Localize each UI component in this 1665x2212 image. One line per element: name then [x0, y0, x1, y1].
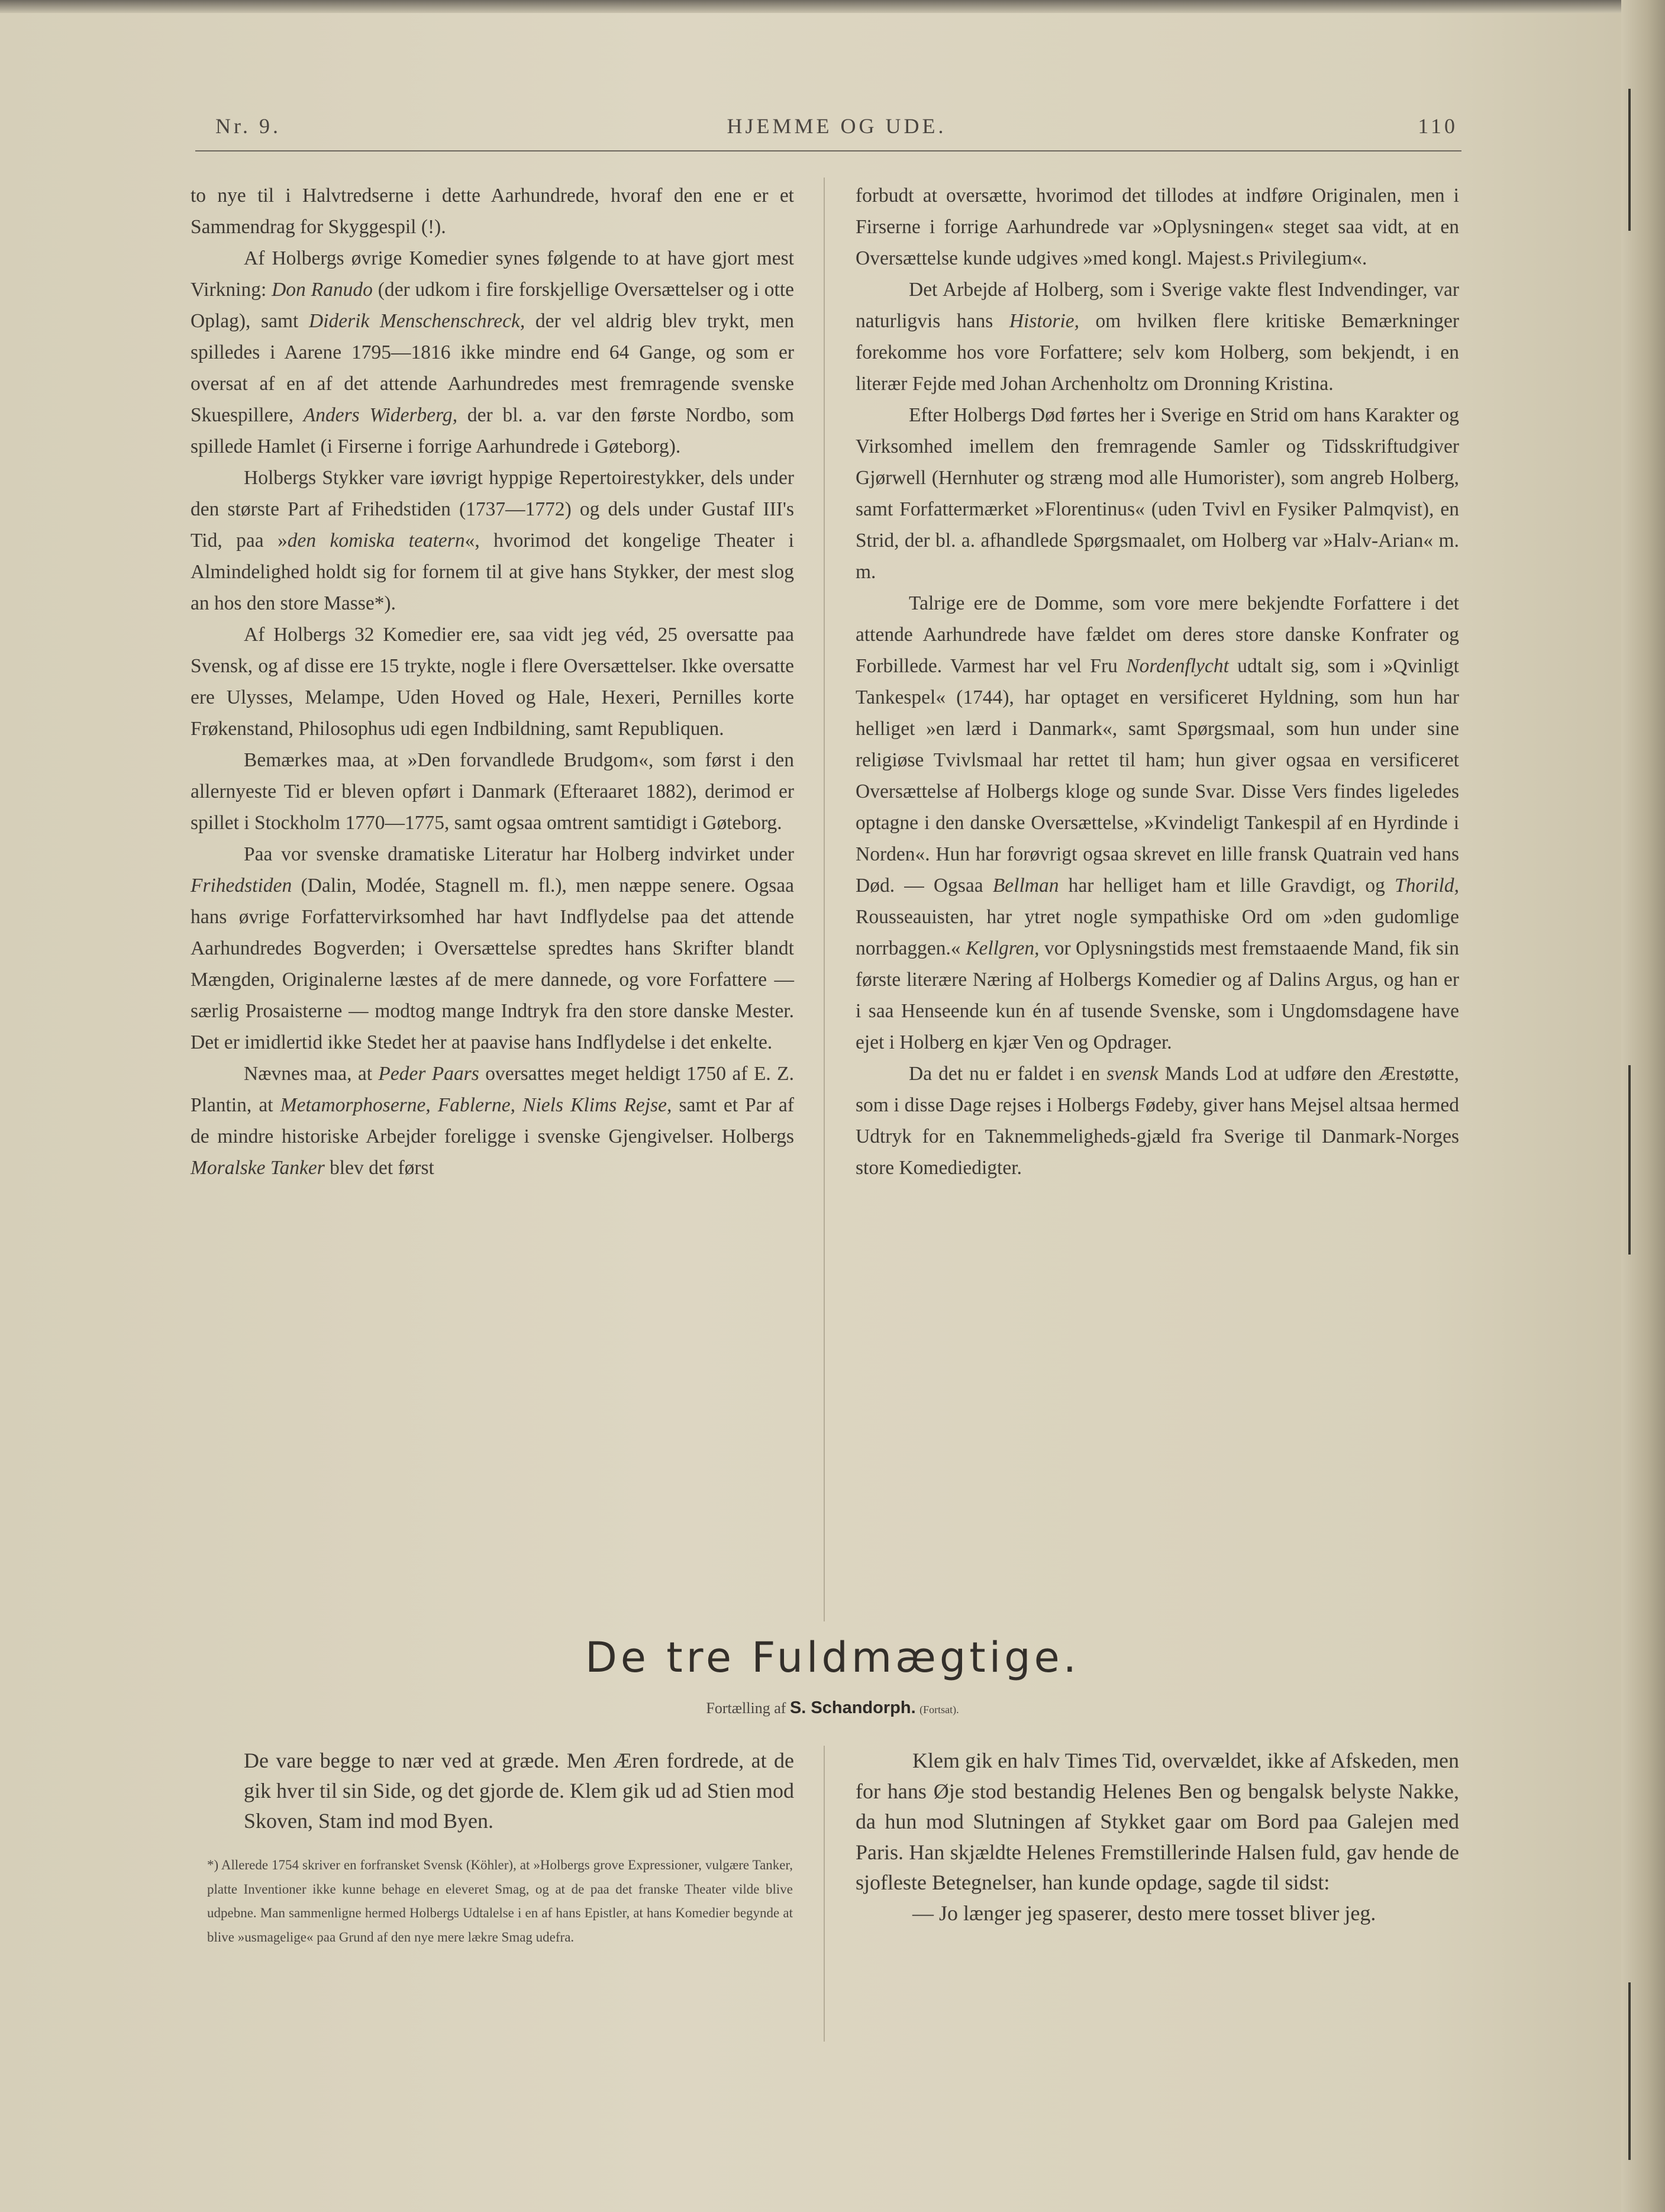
paragraph	[856, 588, 1459, 1058]
italic-text: Frihedstiden	[191, 875, 292, 897]
text-run: Efter Holbergs Død førtes her i Sverige en Strid om hans Karakter og Virksomhed imellem den fremragende Samler og Tidsskriftudgiver Gjørwell (Hernhuter og stræng mod alle Humorister), som angreb Holberg, samt Forfattermærket »Florentinus« (uden Tvivl en Fysiker Palmqvist), en Strid, der bl. a. afhandlede Spørgsmaalet, om Holberg var »Halv-Arian« m. m.	[856, 404, 1459, 583]
text-run: der bl. a. var den første Nordbo, som spillede Hamlet (i Firserne i forrige Aarhundrede i Gøteborg).	[191, 404, 795, 457]
italic-text: den komiska teatern	[287, 530, 465, 552]
italic-text: svensk	[1106, 1063, 1159, 1085]
italic-text: Don Ranudo	[272, 279, 373, 301]
text-run: vor Oplysningstids mest fremstaaende Mand, fik sin første literære Næring af Holbergs Komedier og af Dalins Argus, og han er i saa Henseende kun én af tusende Svenske, som i Ungdomsdagene have ejet i Holberg en kjær Ven og Opdrager.	[856, 937, 1459, 1053]
italic-text: Diderik Menschenschreck,	[309, 310, 525, 332]
story-author: S. Schandorph.	[789, 1698, 916, 1717]
column-divider	[824, 178, 825, 1621]
paragraph	[191, 619, 794, 744]
paragraph	[856, 180, 1459, 274]
text-run: «, hvorimod det kongelige Theater i Almindelighed holdt sig for fornem til at give hans Stykker, der mest slog an hos den store Masse*).	[191, 530, 794, 614]
italic-text: Nordenflycht	[1126, 655, 1229, 677]
article-column-right	[856, 180, 1459, 1184]
text-run: samt et Par af de mindre historiske Arbejder foreligge i svenske Gjengivelser. Holbergs	[191, 1094, 794, 1147]
binding-mark	[1628, 1982, 1631, 2160]
text-run: *) Allerede 1754 skriver en forfransket Svensk (Köhler), at »Holbergs grove Expressioner, vulgære Tanker, platte Inventioner ikke kunne behage en eleveret Smag, og at de paa det franske Theater vilde blive udpebne. Man sammenligne hermed Holbergs Udtalelse i en af hans Epistler, at hans Komedier begynde at blive »usmagelige« paa Grund af den nye mere lækre Smag udefra.	[207, 1858, 793, 1945]
italic-text: Peder Paars	[378, 1063, 479, 1085]
column-divider	[824, 1746, 825, 2042]
story-column-right	[856, 1746, 1459, 1929]
italic-text: Moralske Tanker	[191, 1157, 325, 1179]
text-run: Af Holbergs øvrige Komedier synes følgende to at have gjort mest Virkning:	[191, 247, 794, 301]
running-head	[215, 114, 1458, 147]
header-rule	[195, 150, 1461, 151]
paragraph	[191, 243, 794, 462]
text-run: Klem gik en halv Times Tid, overvældet, ikke af Afskeden, men for hans Øje stod bestandig Helenes Ben og bengalsk belyste Nakke, da hun mod Slutningen af Stykket gaar om Bord paa Galejen med Paris. Han skjældte Helenes Fremstillerinde Halsen fuld, gav hende de sjofleste Betegnelser, han kunde opdage, sagde til sidst:	[856, 1749, 1459, 1894]
text-run: forbudt at oversætte, hvorimod det tillodes at indføre Originalen, men i Firserne i forrige Aarhundrede var »Oplysningen« steget saa vidt, at en Oversættelse kunde udgives »med kongl. Majest.s Privilegium«.	[856, 185, 1459, 269]
italic-text: Bellman	[992, 875, 1059, 897]
text-run: Da det nu er faldet i en	[909, 1063, 1107, 1085]
continued-note: (Fortsat).	[919, 1704, 959, 1716]
story-byline	[0, 1698, 1665, 1718]
text-run: Paa vor svenske dramatiske Literatur har Holberg indvirket under	[244, 843, 794, 865]
text-run: — Jo længer jeg spaserer, desto mere tosset bliver jeg.	[912, 1901, 1376, 1925]
text-run: Talrige ere de Domme, som vore mere bekjendte Forfattere i det attende Aarhundrede have fældet om deres store danske Konfrater og Forbillede. Varmest har vel Fru	[856, 592, 1459, 677]
text-run: (der udkom i fire forskjellige Oversættelser og i otte Oplag), samt	[191, 279, 795, 332]
text-run: blev det først	[324, 1157, 434, 1179]
text-run: Rousseauisten, har ytret nogle sympathiske Ord om »den gudomlige norrbaggen.«	[856, 906, 1459, 959]
text-run: Bemærkes maa, at »Den forvandlede Brudgom«, som først i den allernyeste Tid er bleven opført i Danmark (Efteraaret 1882), derimod er spillet i Stockholm 1770—1775, samt ogsaa omtrent samtidigt i Gøteborg.	[191, 749, 794, 834]
text-run: udtalt sig, som i »Qvinligt Tankespel« (1744), har optaget en versificeret Hyldning, som hun har helliget »en lærd i Danmark«, samt Spørgsmaal, som hun under sine religiøse Tvivlsmaal har rettet til ham; hun giver ogsaa en versificeret Oversættelse af Holbergs kloge og sunde Svar. Disse Vers findes ligeledes optagne i den danske Oversættelse, »Kvindeligt Tankespil af en Hyrdinde i Norden«. Hun har forøvrigt ogsaa skrevet en lille fransk Quatrain ved hans Død. — Ogsaa	[856, 655, 1459, 897]
paragraph	[856, 1058, 1459, 1184]
italic-text: Kellgren,	[966, 937, 1040, 959]
article-column-left	[191, 180, 794, 1184]
publication-title: HJEMME OG UDE.	[727, 114, 947, 138]
paragraph	[856, 399, 1459, 588]
text-run: Nævnes maa, at	[244, 1063, 379, 1085]
italic-text: Historie,	[1009, 310, 1079, 332]
paragraph	[207, 1853, 793, 1949]
page-number: 110	[1418, 114, 1458, 138]
paragraph	[191, 462, 794, 619]
footnote	[207, 1853, 793, 1949]
text-run: der vel aldrig blev trykt, men spilledes i Aarene 1795—1816 ikke mindre end 64 Gange, og som er oversat af en af det attende Aarhundredes mest fremragende svenske Skuespillere,	[191, 310, 795, 426]
page-top-edge	[0, 0, 1665, 13]
text-run: Af Holbergs 32 Komedier ere, saa vidt jeg véd, 25 oversatte paa Svensk, og af disse ere 15 trykte, nogle i flere Oversættelser. Ikke oversatte ere Ulysses, Melampe, Uden Hoved og Hale, Hexeri, Pernilles korte Frøkenstand, Philosophus udi egen Indbildning, samt Republiquen.	[191, 624, 794, 740]
italic-text: Metamorphoserne, Fablerne, Niels Klims Rejse,	[280, 1094, 672, 1116]
text-run: har helliget ham et lille Gravdigt, og	[1059, 875, 1395, 897]
text-run: om hvilken flere kritiske Bemærkninger forekomme hos vore Forfattere; selv kom Holberg, som bekjendt, i en literær Fejde med Johan Archenholtz om Dronning Kristina.	[856, 310, 1460, 395]
binding-mark	[1628, 89, 1631, 231]
text-run: oversattes meget heldigt 1750 af E. Z. Plantin, at	[191, 1063, 794, 1116]
text-run: Holbergs Stykker vare iøvrigt hyppige Repertoirestykker, dels under den største Part af Frihedstiden (1737—1772) og dels under Gustaf III's Tid, paa »	[191, 467, 794, 552]
text-run: Det Arbejde af Holberg, som i Sverige vakte flest Indvendinger, var naturligvis hans	[856, 279, 1459, 332]
text-run: (Dalin, Modée, Stagnell m. fl.), men næppe senere. Ogsaa hans øvrige Forfattervirksomhed har havt Indflydelse paa det attende Aarhundredes Bogverden; i Oversættelse spredtes hans Skrifter blandt Mængden, Originalerne læstes af de mere dannede, og vore Forfattere — særlig Prosaisterne — modtog mange Indtryk fra den store danske Mester. Det er imidlertid ikke Stedet her at paavise hans Indflydelse i det enkelte.	[191, 875, 794, 1053]
paragraph	[856, 274, 1459, 399]
italic-text: Thorild,	[1395, 875, 1459, 897]
story-column-left	[244, 1746, 794, 1836]
byline-prefix: Fortælling af	[706, 1700, 786, 1717]
story-title: De tre Fuldmægtige.	[585, 1633, 1080, 1682]
paragraph	[191, 839, 794, 1058]
text-run: De vare begge to nær ved at græde. Men Æren fordrede, at de gik hver til sin Side, og det gjorde de. Klem gik ud ad Stien mod Skoven, Stam ind mod Byen.	[244, 1749, 794, 1833]
paragraph	[244, 1746, 794, 1836]
paragraph	[191, 1058, 794, 1184]
issue-number: Nr. 9.	[215, 114, 281, 138]
binding-mark	[1628, 1065, 1631, 1255]
text-run: Mands Lod at udføre den Ærestøtte, som i disse Dage rejses i Holbergs Fødeby, giver hans Mejsel altsaa hermed Udtryk for en Taknemmeligheds-gjæld fra Sverige til Danmark-Norges store Komediedigter.	[856, 1063, 1459, 1179]
paragraph	[856, 1746, 1459, 1898]
paragraph	[191, 180, 794, 243]
paragraph	[856, 1898, 1459, 1929]
text-run: to nye til i Halvtredserne i dette Aarhundrede, hvoraf den ene er et Sammendrag for Skyggespil (!).	[191, 185, 794, 238]
italic-text: Anders Widerberg,	[303, 404, 458, 426]
paragraph	[191, 744, 794, 839]
